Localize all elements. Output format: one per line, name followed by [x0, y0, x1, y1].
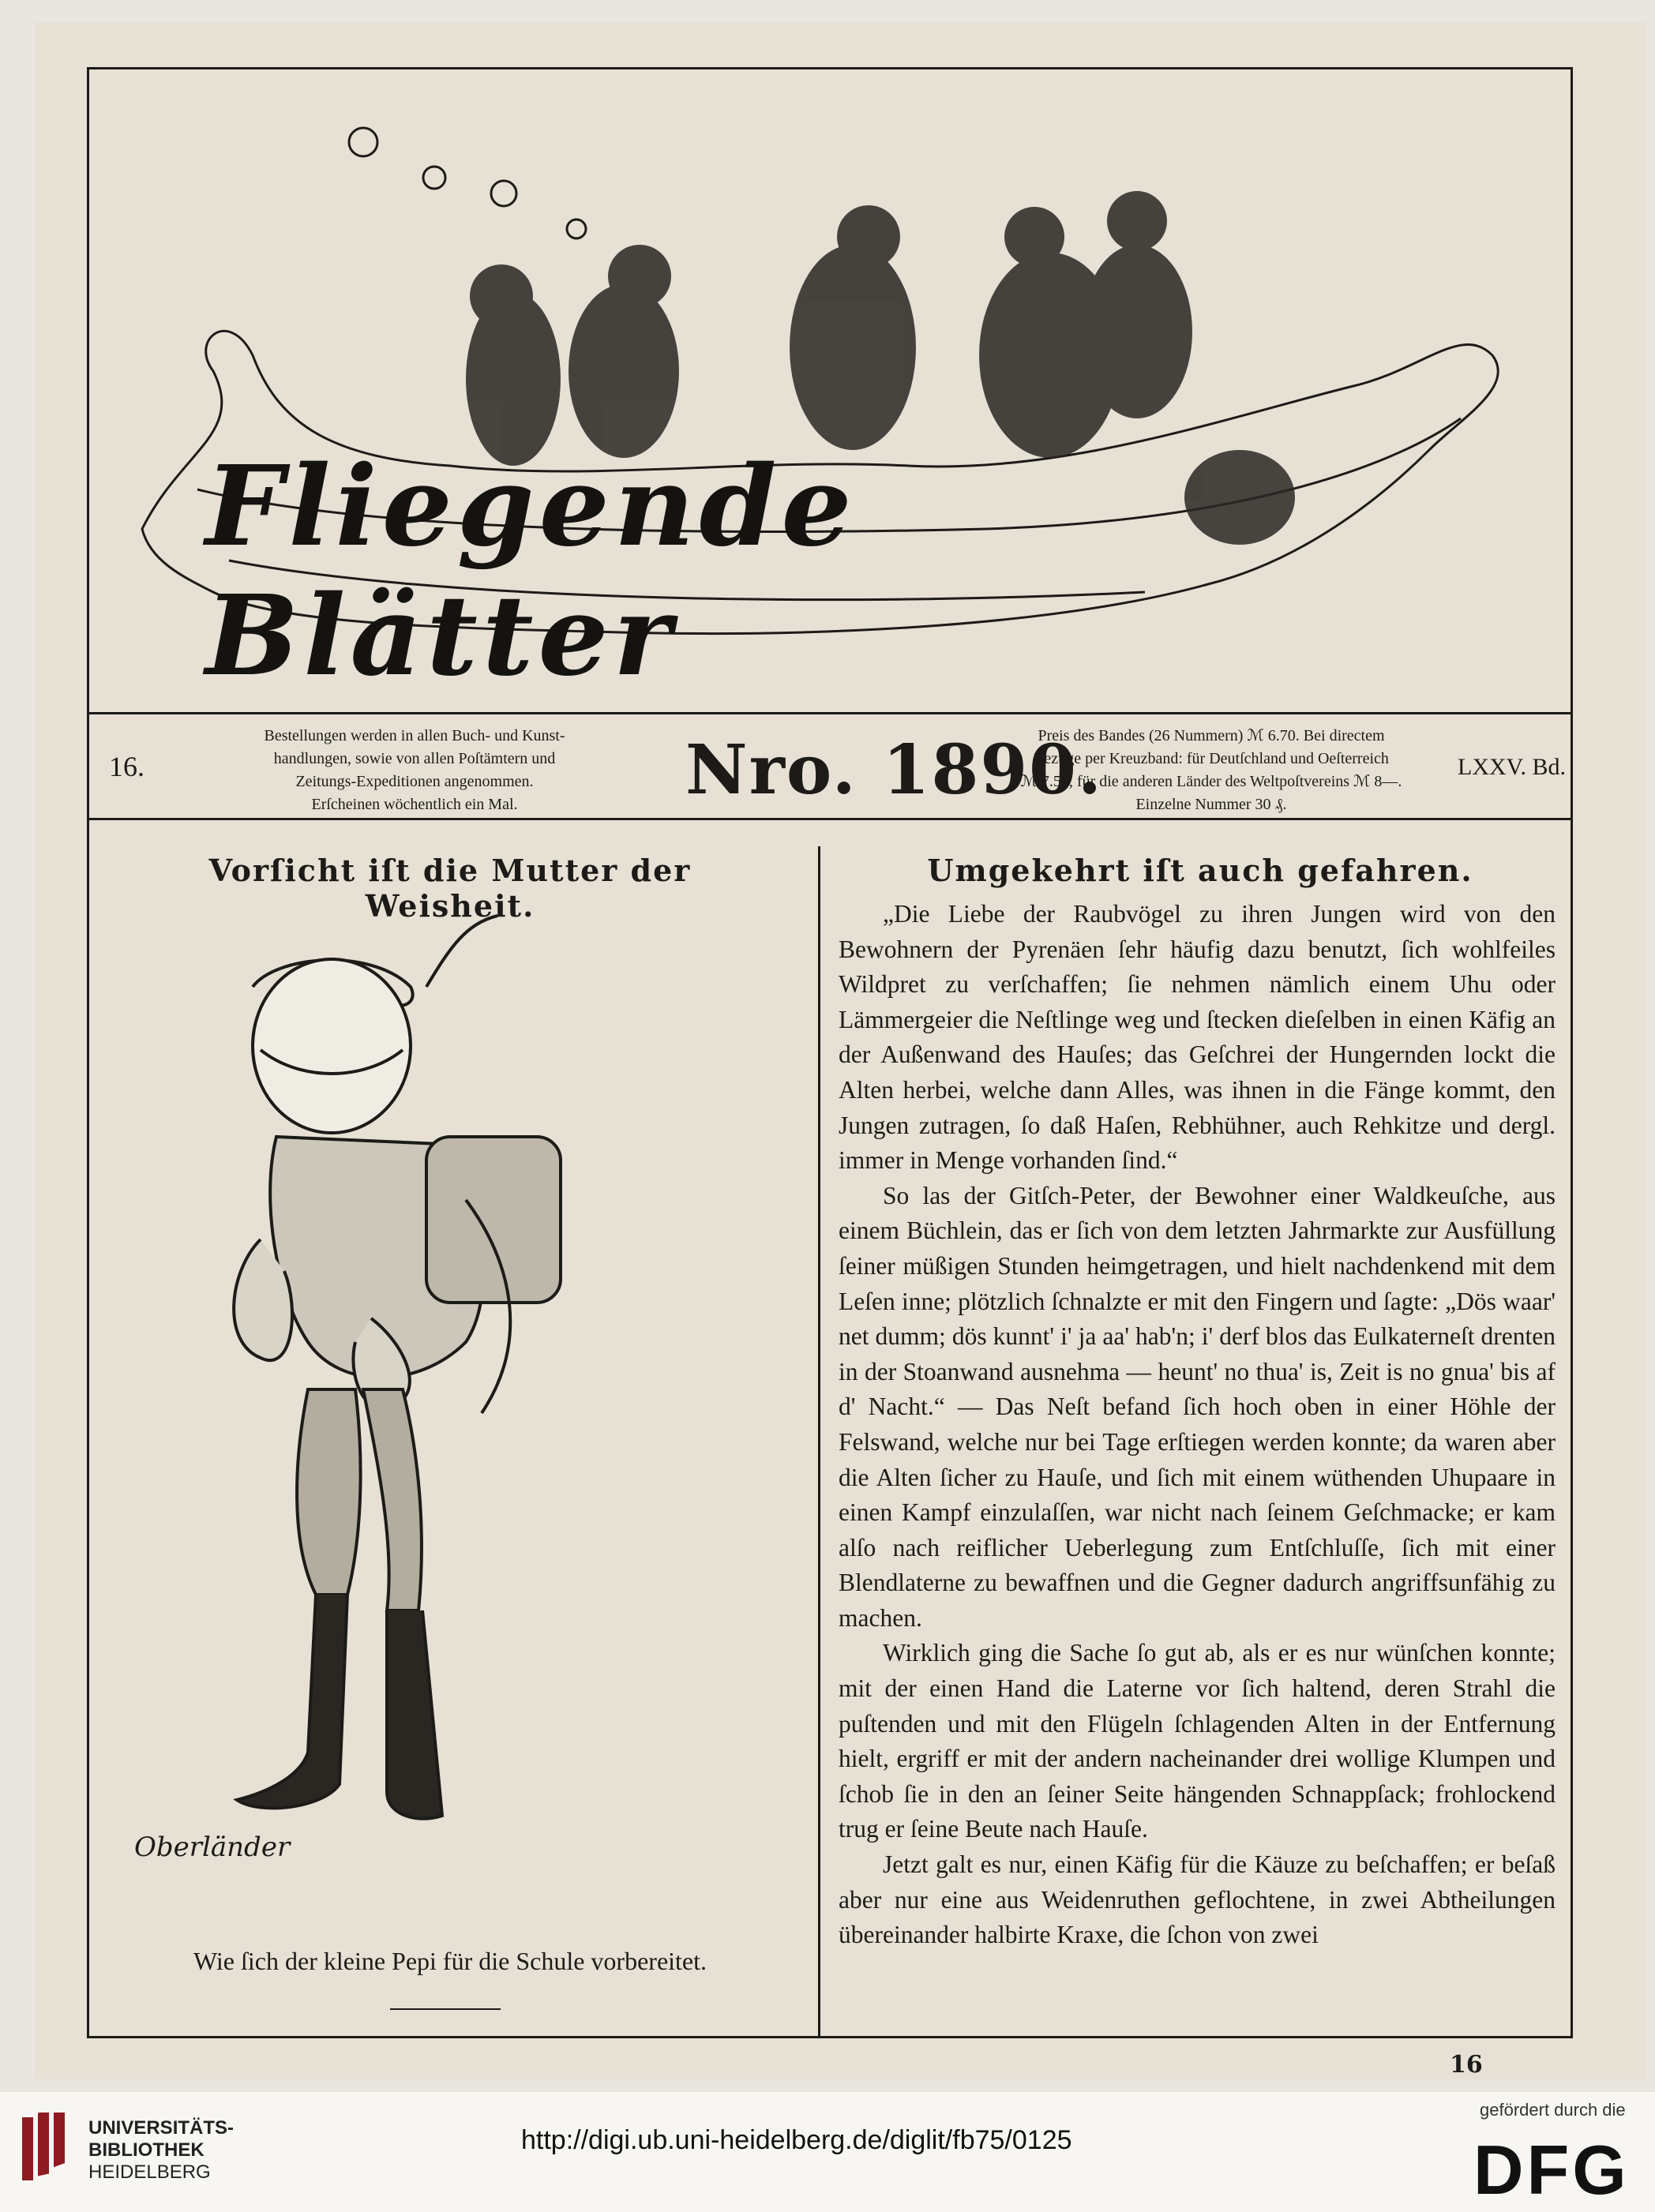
price-line: Einzelne Nummer 30 ₰.: [1135, 796, 1287, 813]
article-body: [839, 897, 1556, 1953]
library-line: UNIVERSITÄTS-: [88, 2117, 235, 2139]
volume-label: LXXV. Bd.: [1458, 754, 1566, 780]
library-line: HEIDELBERG: [88, 2161, 211, 2183]
cartoon-illustration: [229, 900, 750, 1918]
price-line: Bezuge per Kreuzband: für Deutſchland und Oeſterreich: [1034, 750, 1389, 767]
price-line: Preis des Bandes (26 Nummern) ℳ 6.70. Bei directem: [1038, 727, 1385, 744]
subscription-line: Zeitungs-Expeditionen angenommen.: [295, 773, 534, 790]
subscription-line: Bestellungen werden in allen Buch- und Kunst-: [264, 727, 565, 744]
header-rule-top: [88, 712, 1573, 714]
library-emblem-icon: [17, 2113, 81, 2185]
price-info: [966, 725, 1456, 816]
funding-note: gefördert durch die: [1480, 2100, 1626, 2120]
library-line: BIBLIOTHEK: [88, 2139, 205, 2161]
subscription-info: [174, 725, 655, 816]
article-paragraph: So las der Gitſch-Peter, der Bewohner einer Waldkeuſche, aus einem Büchlein, das er ſich von dem letzten Jahrmarkte zur Ausfüllung ſeiner müßigen Stunden heimgetragen, und hielt nachdenkend mit dem Leſen inne; plötzlich ſchnalzte er mit den Fingern und ſagte: „Dös waar' net dumm; dös kunnt' i' ja aa' hab'n; i' derf blos das Eulkaterneſt drenten in der Stoanwand ausnehma — heunt' no thua' is, Zeit is no gnua' bis af d' Nacht.“ — Das Neſt befand ſich hoch oben in einer Höhle der Felswand, welche nur bei Tage erſtiegen werden konnte; da waren aber die Alten ſicher zu Hauſe, und ſich mit einem wüthenden Uhupaare in einen Kampf einzulaſſen, war nicht nach ſeinem Geſchmacke; er kam alſo nach reiflicher Ueberlegung zum Entſchluſſe, ſich mit einer Blendlaterne zu bewaffnen und die Gegner dadurch angriffsunfähig zu machen.: [839, 1181, 1556, 1632]
page-number: 16: [1450, 2051, 1483, 2079]
price-line: ℳ 7.50, für die anderen Länder des Weltpoſtvereins ℳ 8—.: [1020, 773, 1402, 790]
article-paragraph: Jetzt galt es nur, einen Käfig für die Käuze zu beſchaffen; er beſaß aber nur eine aus Weidenruthen geflochtene, in zwei Abtheilungen übereinander halbirte Kraxe, die ſchon von zwei: [839, 1850, 1556, 1949]
dfg-logo[interactable]: DFG: [1473, 2131, 1630, 2209]
university-library-name: [88, 2117, 234, 2184]
article-paragraph: „Die Liebe der Raubvögel zu ihren Jungen wird von den Bewohnern der Pyrenäen ſehr häufig dazu benutzt, ſich wohlfeiles Wildpret zu verſchaffen; ſie nehmen nämlich einem Uhu oder Lämmergeier die Neſtlinge weg und ſtecken dieſelben in einen Käfig an der Außenwand des Hauſes; das Geſchrei der Hungernden lockt die Alten herbei, welche dann Alles, was ihnen in die Fänge kommt, den Jungen zutragen, ſo daß Haſen, Rebhühner, auch Rehkitze und dergl. immer in Menge vorhanden ſind.“: [839, 900, 1556, 1175]
left-article-title: Vorſicht iſt die Mutter der Weisheit.: [208, 853, 692, 924]
issue-number: Nro. 1890.: [685, 730, 1103, 810]
caption-rule: [390, 2008, 501, 2010]
issue-serial-number: 16.: [109, 751, 144, 782]
subscription-line: Erſcheinen wöchentlich ein Mal.: [311, 796, 518, 813]
permalink-url[interactable]: http://digi.ub.uni-heidelberg.de/diglit/fb75/0125: [521, 2125, 1072, 2155]
column-divider: [818, 846, 820, 2038]
right-article-title: Umgekehrt iſt auch gefahren.: [927, 853, 1473, 888]
header-rule-bottom: [88, 818, 1573, 820]
university-library-logo[interactable]: [17, 2113, 81, 2185]
subscription-line: handlungen, sowie von allen Poſtämtern und: [273, 750, 556, 767]
article-paragraph: Wirklich ging die Sache ſo gut ab, als er es nur wünſchen konnte; mit der einen Hand die Laterne vor ſich haltend, deren Strahl die puſtenden und mit den Flügeln ſchlagenden Alten in der Entfernung hielt, ergriff er mit der andern nacheinander drei wollige Klumpen und ſchob ſie in den an ſeiner Seite hängenden Schnappſack; frohlockend trug er ſeine Beute nach Hauſe.: [839, 1639, 1556, 1843]
masthead-title: Fliegende Blätter: [205, 442, 857, 701]
illustration-caption: Wie ſich der kleine Pepi für die Schule vorbereitet.: [193, 1947, 707, 1975]
artist-signature: Oberländer: [134, 1831, 291, 1863]
boy-with-satchel-drawing: [229, 900, 750, 1918]
